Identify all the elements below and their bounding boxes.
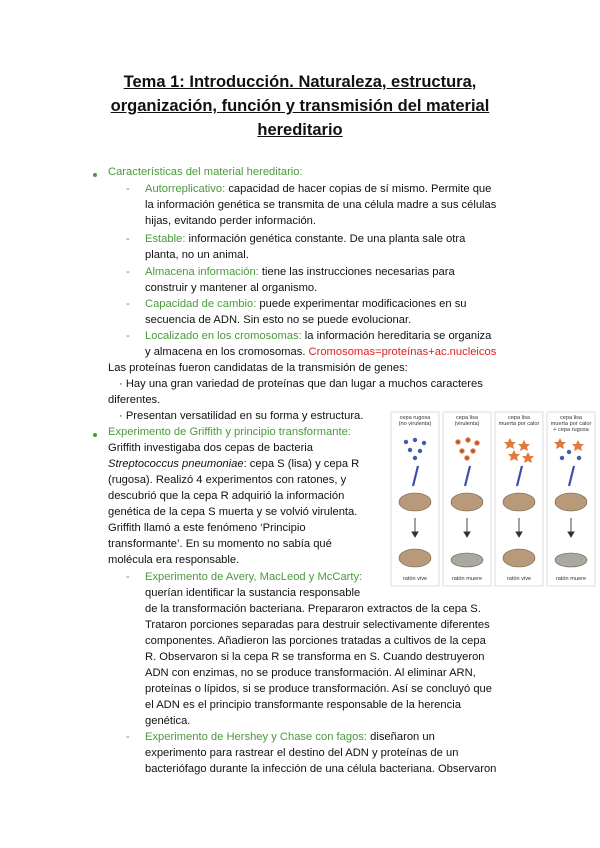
column-1-result: ratón vive: [402, 576, 428, 582]
bacterium: [408, 448, 412, 452]
bacterium: [460, 449, 465, 454]
bacterium: [572, 440, 584, 451]
column-2-caption: cepa lisa: [455, 415, 479, 421]
injected-mice: [399, 493, 587, 511]
text-line: hijas, evitando perder información.: [145, 215, 317, 227]
item-almacena: [145, 265, 455, 281]
item-label: Capacidad de cambio:: [145, 298, 257, 310]
dash-icon: -: [126, 330, 130, 342]
griffith-experiment-figure: [388, 410, 596, 588]
section-heading-characteristics: Características del material hereditario:: [108, 166, 303, 178]
proteins-point-2: · Presentan versatilidad en su forma y estructura.: [119, 410, 364, 422]
species-name: Streptococcus pneumoniae: [108, 458, 244, 470]
mouse-icon: [555, 493, 587, 511]
avery-text: genética.: [145, 715, 191, 727]
bacterium: [522, 452, 534, 463]
avery-text: ADN con enzimas, no se produce transformación. Al eliminar ARN,: [145, 667, 476, 679]
avery-text: proteínas o lípidos, si se produce transformación. Así se concluyó que: [145, 683, 493, 695]
item-text: capacidad de hacer copias de sí mismo. Permite que: [225, 183, 492, 195]
proteins-point-1: · Hay una gran variedad de proteínas que dan lugar a muchos caracteres: [119, 378, 483, 390]
syringe-icon: [569, 466, 574, 486]
bacterium: [413, 456, 417, 460]
dash-icon: -: [126, 298, 130, 310]
avery-text: el ADN es el principio transformante responsable de la herencia: [145, 699, 461, 711]
dash-icon: -: [126, 233, 130, 245]
griffith-text: Griffith llamó a este fenómeno ‘Principio: [108, 522, 306, 534]
bacterium: [465, 456, 470, 461]
bacterium: [418, 449, 422, 453]
text-line: la información genética se transmita de una célula madre a sus células: [145, 199, 497, 211]
title-line-1: Tema 1: Introducción. Naturaleza, estructura,: [123, 73, 477, 91]
column-3-caption-sub: muerta por calor: [498, 421, 540, 427]
column-2-caption-sub: (virulenta): [454, 421, 480, 427]
griffith-text: genética de la cepa S muerta y se volvió virulenta.: [108, 506, 358, 518]
column-4-caption-sub: muerta por calor: [550, 421, 592, 427]
hershey-text: experimento para rastrear el destino del ADN y proteínas de un: [145, 747, 459, 759]
text-line: : cepa S (lisa) y cepa R: [243, 458, 360, 470]
avery-text: R. Observaron si la cepa R se transforma en S. Cuando destruyeron: [145, 651, 485, 663]
syringe-icons: [413, 466, 574, 486]
text-line: y almacena en los cromosomas.: [145, 346, 309, 358]
rough-strain-bacteria: [404, 438, 426, 460]
title-line-2: organización, función y transmisión del material: [110, 97, 490, 115]
column-1-caption-sub: (no virulenta): [398, 421, 432, 427]
bacterium: [504, 438, 516, 449]
dash-icon: -: [126, 266, 130, 278]
arrow-head: [412, 532, 418, 537]
bullet-icon: [93, 173, 97, 177]
hershey-text: bacteriófago durante la infección de una célula bacteriana. Observaron: [145, 763, 497, 775]
item-text: tiene las instrucciones necesarias para: [258, 266, 455, 278]
bacterium: [560, 456, 564, 460]
bacterium: [475, 441, 480, 446]
highlight-text: Cromosomas=proteínas+ac.nucleicos: [308, 346, 497, 358]
bacterium: [471, 449, 476, 454]
bacterium: [404, 440, 408, 444]
item-label: Autorreplicativo:: [145, 183, 226, 195]
smooth-strain-bacteria: [456, 438, 480, 461]
mouse-alive-icon: [503, 549, 535, 567]
title-line-3: hereditario: [257, 121, 343, 139]
griffith-text: transformante’. En su momento no sabía qué: [108, 538, 332, 550]
griffith-text: descubrió que la cepa R adquirió la información: [108, 490, 345, 502]
hershey-label: Experimento de Hershey y Chase con fagos:: [145, 731, 368, 743]
item-text: diseñaron un: [367, 731, 435, 743]
item-label: Almacena información:: [145, 266, 259, 278]
mouse-dead-icon: [555, 553, 587, 567]
item-autorreplicativo: [145, 182, 491, 198]
column-2-result: ratón muere: [451, 576, 483, 582]
bacterium: [518, 440, 530, 451]
down-arrow-icons: [412, 518, 574, 537]
column-1-caption: cepa rugosa: [399, 415, 431, 421]
griffith-text: [108, 457, 359, 473]
bacterium: [554, 438, 566, 449]
bacterium: [422, 441, 426, 445]
column-3-caption: cepa lisa: [507, 415, 531, 421]
mouse-icon: [503, 493, 535, 511]
avery-label: Experimento de Avery, MacLeod y McCarty:: [145, 571, 363, 583]
bacterium: [466, 438, 471, 443]
item-label: Estable:: [145, 233, 186, 245]
proteins-text: Las proteínas fueron candidatas de la transmisión de genes:: [108, 362, 408, 374]
item-estable: [145, 232, 465, 248]
mouse-alive-icon: [399, 549, 431, 567]
column-4-caption-sub2: + cepa rugosa: [553, 427, 589, 433]
syringe-icon: [465, 466, 470, 486]
avery-text: querían identificar la sustancia responsable: [145, 587, 361, 599]
column-3-result: ratón vive: [506, 576, 532, 582]
avery-text: Trataron porciones separadas para destruir selectivamente diferentes: [145, 619, 490, 631]
section-heading-griffith: Experimento de Griffith y principio transformante:: [108, 426, 351, 438]
item-text: la información hereditaria se organiza: [301, 330, 492, 342]
bacterium: [413, 438, 417, 442]
dash-icon: -: [126, 183, 130, 195]
text-line: construir y mantener al organismo.: [145, 282, 318, 294]
result-mice: [399, 549, 587, 567]
text-line: planta, no un animal.: [145, 249, 249, 261]
item-localizado-line2: [145, 345, 496, 361]
avery-text: de la transformación bacteriana. Prepararon extractos de la cepa S.: [145, 603, 481, 615]
hershey-item: [145, 730, 435, 746]
mouse-icon: [399, 493, 431, 511]
page-title: [90, 70, 510, 142]
heat-killed-bacteria: [504, 438, 534, 463]
dash-icon: -: [126, 571, 130, 583]
griffith-text: (rugosa). Realizó 4 experimentos con ratones, y: [108, 474, 347, 486]
arrow-head: [464, 532, 470, 537]
column-4-result: ratón muere: [555, 576, 587, 582]
text-line: secuencia de ADN. Sin esto no se puede evolucionar.: [145, 314, 412, 326]
bacterium: [456, 440, 461, 445]
mixed-bacteria: [554, 438, 584, 460]
item-localizado: [145, 329, 491, 345]
item-text: puede experimentar modificaciones en su: [256, 298, 467, 310]
proteins-point-1-cont: diferentes.: [108, 394, 161, 406]
arrow-head: [516, 532, 522, 537]
mouse-icon: [451, 493, 483, 511]
bacterium: [567, 450, 571, 454]
column-4-caption: cepa lisa: [559, 415, 583, 421]
bacterium: [508, 450, 520, 461]
griffith-text: molécula era responsable.: [108, 554, 240, 566]
griffith-text: Griffith investigaba dos cepas de bacteria: [108, 442, 314, 454]
dash-icon: -: [126, 731, 130, 743]
mouse-dead-icon: [451, 553, 483, 567]
avery-text: componentes. Añadieron las porciones tratadas a cultivos de la cepa: [145, 635, 486, 647]
syringe-icon: [517, 466, 522, 486]
item-capacidad: [145, 297, 467, 313]
bullet-icon: [93, 433, 97, 437]
item-label: Localizado en los cromosomas:: [145, 330, 302, 342]
syringe-icon: [413, 466, 418, 486]
arrow-head: [568, 532, 574, 537]
item-text: información genética constante. De una planta sale otra: [185, 233, 466, 245]
bacterium: [577, 456, 581, 460]
